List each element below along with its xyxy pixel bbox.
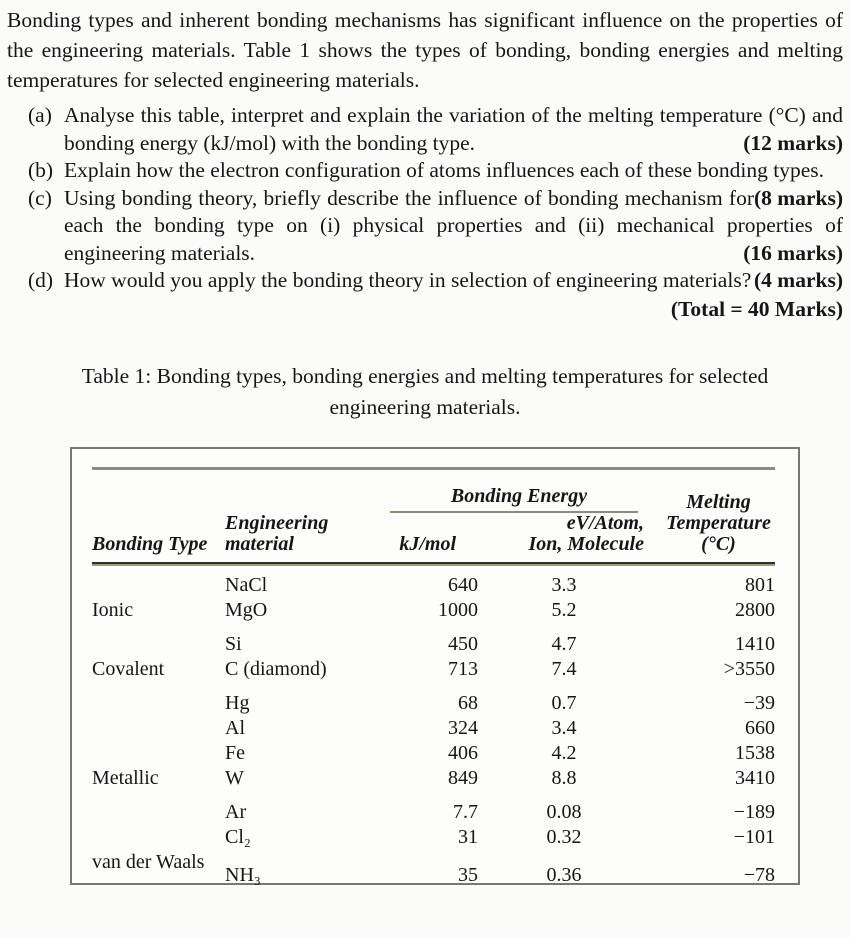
question-item-d <box>28 267 843 295</box>
cell-melting: 1410 <box>735 633 775 655</box>
header-melting-line3: (°C) <box>701 533 736 555</box>
table-caption-line2: engineering materials. <box>329 395 521 419</box>
cell-melting: 1538 <box>735 742 775 764</box>
total-marks: (Total = 40 Marks) <box>670 296 843 321</box>
table-row <box>92 573 775 598</box>
table-top-rule <box>92 467 775 470</box>
cell-melting: 801 <box>745 574 775 596</box>
header-ev-atom <box>478 513 650 557</box>
table-caption-line1: Table 1: Bonding types, bonding energies and melting temperatures for selected <box>81 364 769 388</box>
cell-kj-mol: 324 <box>448 717 478 739</box>
question-item-b <box>28 157 843 210</box>
table-1 <box>70 447 800 885</box>
cell-ev: 0.36 <box>546 864 582 886</box>
cell-ev: 0.32 <box>546 826 582 848</box>
cell-melting: 3410 <box>735 767 775 789</box>
header-bonding-type: Bonding Type <box>92 533 208 555</box>
cell-ev: 5.2 <box>551 599 577 621</box>
cell-kj-mol: 450 <box>448 633 478 655</box>
cell-ev: 4.2 <box>551 742 577 764</box>
cell-material: Cl₂ <box>225 826 251 848</box>
header-engineering-line1: Engineering <box>225 512 329 534</box>
cell-material: C (diamond) <box>225 658 327 680</box>
question-list <box>7 102 843 323</box>
question-marks-b: (8 marks) <box>754 185 843 210</box>
cell-melting: 2800 <box>735 599 775 621</box>
question-label-b: (b) <box>28 158 54 182</box>
cell-kj-mol: 1000 <box>438 599 478 621</box>
header-melting-line2: Temperature <box>666 512 771 534</box>
header-ev-line1: eV/Atom, <box>566 512 644 534</box>
table-header-rule <box>92 562 775 566</box>
cell-ev: 4.7 <box>551 633 577 655</box>
question-label-c: (c) <box>28 185 52 210</box>
cell-material: W <box>225 767 244 789</box>
cell-material: Hg <box>225 692 250 714</box>
cell-kj-mol: 849 <box>448 767 478 789</box>
table-row <box>92 791 775 825</box>
table-row <box>92 682 775 716</box>
cell-material: NH₃ <box>225 864 261 886</box>
header-ev-line2: Ion, Molecule <box>528 533 644 555</box>
table-header <box>92 471 775 557</box>
cell-melting: >3550 <box>723 658 775 680</box>
cell-ev: 0.08 <box>546 801 582 823</box>
cell-ev: 0.7 <box>551 692 577 714</box>
cell-ev: 7.4 <box>551 658 577 680</box>
header-engineering-material <box>225 513 388 557</box>
cell-material: NaCl <box>225 574 268 596</box>
group-label-van-der-waals-text: van der Waals <box>92 851 205 873</box>
header-melting-temperature <box>650 492 775 557</box>
question-marks-d: (4 marks) <box>754 268 843 292</box>
cell-melting: −101 <box>733 826 775 848</box>
cell-melting: 660 <box>745 717 775 739</box>
cell-material: MgO <box>225 599 268 621</box>
cell-ev: 3.4 <box>551 717 577 739</box>
table-row <box>92 623 775 657</box>
question-item-a <box>28 102 843 157</box>
cell-melting: −189 <box>733 801 775 823</box>
group-label-ionic: Ionic <box>92 599 134 621</box>
cell-kj-mol: 31 <box>458 826 478 848</box>
group-label-van-der-waals <box>92 791 225 888</box>
header-kj-mol: kJ/mol <box>399 533 456 555</box>
intro-paragraph: Bonding types and inherent bonding mechanisms has significant influence on the properties of the engineering materials. Table 1 shows the types of bonding, bonding energies and melting temperatures for selected engineering materials. <box>7 8 843 92</box>
table-body <box>92 573 775 888</box>
cell-kj-mol: 406 <box>448 742 478 764</box>
group-label-metallic: Metallic <box>92 767 159 789</box>
cell-kj-mol: 7.7 <box>453 801 478 823</box>
cell-material: Ar <box>225 801 247 823</box>
question-text-c: Using bonding theory, briefly describe the influence of bonding mechanism for each the bonding type on (i) physical properties and (ii) mechanical properties of engineering materials. <box>64 185 843 265</box>
cell-material: Fe <box>225 742 245 764</box>
question-text-b: Explain how the electron configuration of atoms influences each of these bonding types. <box>64 158 825 182</box>
question-label-d: (d) <box>28 268 54 292</box>
question-marks-c: (16 marks) <box>743 240 843 265</box>
question-text-a: Analyse this table, interpret and explain the variation of the melting temperature (°C) and bonding energy (kJ/mol) with the bonding type. <box>64 103 843 155</box>
question-label-a: (a) <box>28 103 52 127</box>
question-item-c <box>28 185 843 268</box>
header-bonding-energy <box>388 486 650 513</box>
question-marks-a: (12 marks) <box>743 130 843 155</box>
cell-ev: 8.8 <box>551 767 577 789</box>
header-engineering-line2: material <box>225 533 294 555</box>
cell-material: Si <box>225 633 242 655</box>
cell-kj-mol: 35 <box>458 864 478 886</box>
cell-ev: 3.3 <box>551 574 577 596</box>
header-melting-line1: Melting <box>686 491 751 513</box>
cell-melting: −39 <box>743 692 775 714</box>
cell-kj-mol: 640 <box>448 574 478 596</box>
cell-kj-mol: 713 <box>448 658 478 680</box>
table-caption <box>7 361 843 423</box>
question-text-d: How would you apply the bonding theory in selection of engineering materials? <box>64 268 752 292</box>
cell-melting: −78 <box>743 864 775 886</box>
cell-kj-mol: 68 <box>458 692 478 714</box>
header-bonding-energy-label: Bonding Energy <box>450 485 588 507</box>
cell-material: Al <box>225 717 245 739</box>
group-label-covalent: Covalent <box>92 658 165 680</box>
